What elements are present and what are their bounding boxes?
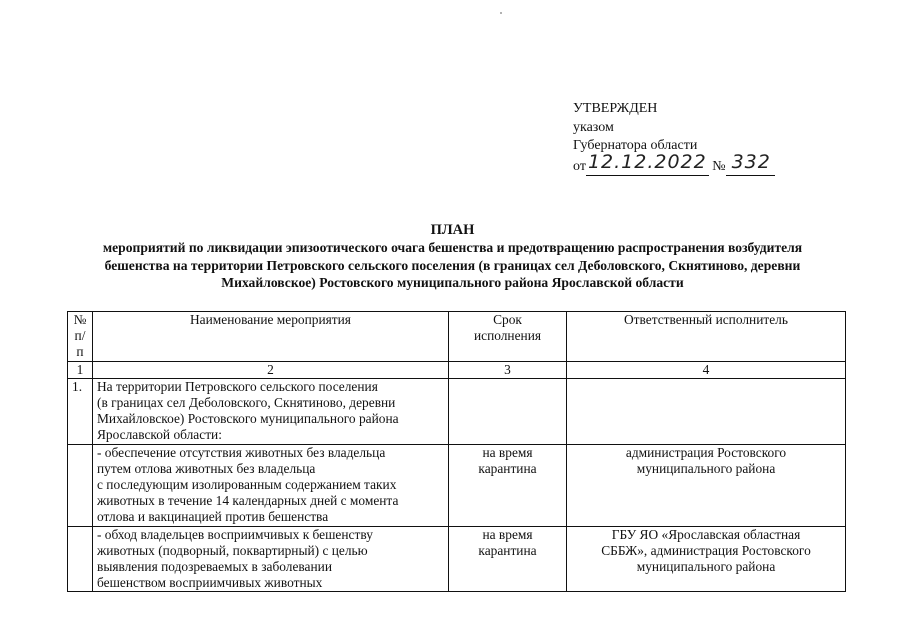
row-term: на время карантина xyxy=(449,444,567,526)
document-title: ПЛАН xyxy=(430,222,475,238)
index-cell-1: 1 xyxy=(68,361,93,378)
scan-artifact xyxy=(500,12,502,14)
subtitle-line-2: бешенства на территории Петровского сельского поселения (в границах сел Деболовского, Скнятиново, деревни xyxy=(104,257,801,273)
row-term xyxy=(449,378,567,444)
row-name: - обеспечение отсутствия животных без владельца путем отлова животных без владельца с последующим изолированным содержанием таких животных в течение 14 календарных дней с момента отлова и вакцинацией против бешенства xyxy=(93,444,449,526)
approval-approved: УТВЕРЖДЕН xyxy=(573,101,658,116)
table-index-row xyxy=(68,361,846,378)
header-name: Наименование мероприятия xyxy=(93,312,449,362)
index-cell-3: 3 xyxy=(449,361,567,378)
approval-from-label: от xyxy=(573,158,586,174)
approval-date-handwritten: 12.12.2022 xyxy=(587,150,707,173)
row-num xyxy=(68,444,93,526)
approval-date-line xyxy=(573,150,775,177)
row-executor xyxy=(567,378,846,444)
approval-date-field xyxy=(586,150,709,176)
row-executor: администрация Ростовского муниципального района xyxy=(567,444,846,526)
row-name: На территории Петровского сельского поселения (в границах сел Деболовского, Скнятиново, деревни Михайловское) Ростовского муниципального района Ярославской области: xyxy=(93,378,449,444)
row-executor: ГБУ ЯО «Ярославская областная СББЖ», администрация Ростовского муниципального района xyxy=(567,526,846,592)
table-row xyxy=(68,444,846,526)
table-header-row xyxy=(68,312,846,362)
row-name: - обход владельцев восприимчивых к бешенству животных (подворный, поквартирный) с целью выявления подозреваемых в заболевании бешенством восприимчивых животных xyxy=(93,526,449,592)
index-cell-4: 4 xyxy=(567,361,846,378)
index-cell-2: 2 xyxy=(93,361,449,378)
header-executor: Ответственный исполнитель xyxy=(567,312,846,362)
table-row xyxy=(68,378,846,444)
approval-by-decree: указом xyxy=(573,119,614,135)
document-subtitle xyxy=(40,239,865,292)
approval-number-handwritten: 332 xyxy=(731,150,771,173)
header-num: № п/п xyxy=(68,312,93,362)
row-term: на время карантина xyxy=(449,526,567,592)
approval-number-field xyxy=(726,150,775,176)
approval-governor: Губернатора области xyxy=(573,138,698,153)
approval-block xyxy=(573,100,775,176)
subtitle-line-1: мероприятий по ликвидации эпизоотического очага бешенства и предотвращению распространения возбудителя xyxy=(102,240,803,255)
row-num xyxy=(68,526,93,592)
subtitle-line-3: Михайловское) Ростовского муниципального района Ярославской области xyxy=(221,275,684,290)
row-num: 1. xyxy=(68,378,93,444)
plan-table xyxy=(67,311,846,592)
header-term: Срок исполнения xyxy=(449,312,567,362)
approval-number-label: № xyxy=(712,158,726,174)
table-row xyxy=(68,526,846,592)
